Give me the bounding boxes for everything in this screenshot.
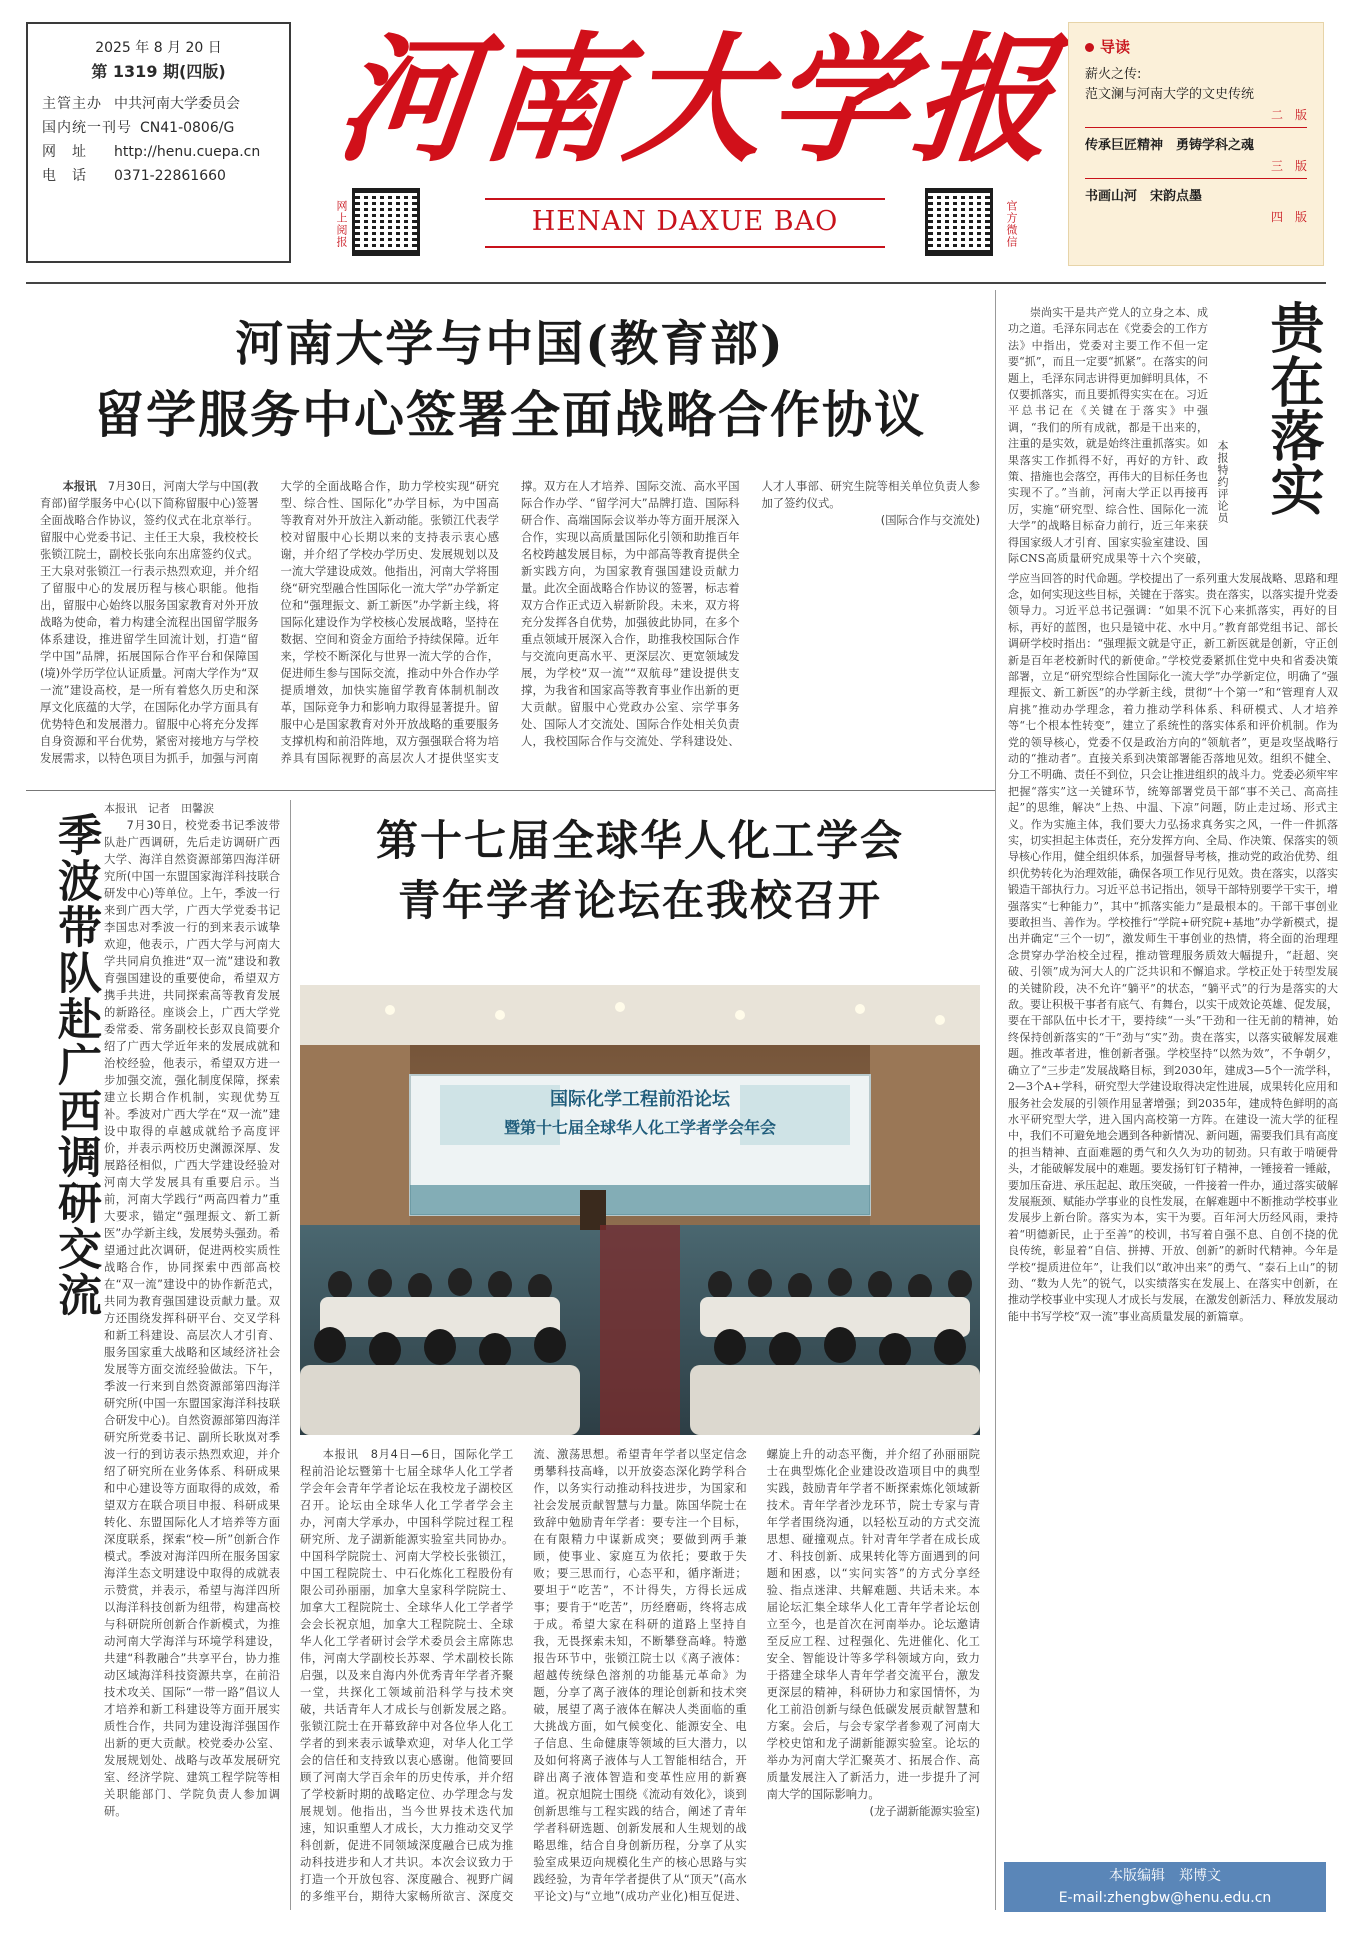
story1-divider bbox=[26, 790, 996, 791]
commentary-byline: 本报特约评论员 bbox=[1216, 440, 1229, 524]
guide-divider bbox=[1085, 127, 1307, 128]
story3-credit: (龙子湖新能源实验室) bbox=[869, 1805, 980, 1818]
story1-headline-line1: 河南大学与中国(教育部) bbox=[235, 316, 785, 372]
story3-body: 本报讯 8月4日—6日，国际化学工程前沿论坛暨第十七届全球华人化工学者学会年会青年学者论坛在我校龙子湖校区召开。论坛由全球华人化工学者学会主办，河南大学承办，中国科学院过程工程研究所、龙子湖新能源实验室共同协办。中国科学院院士、河南大学校长张锁江，中国工程院院士、中石化炼化工程股份有限公司孙丽丽，加拿大皇家科学院院士、加拿大工程院院士、全球华人化工学者学会会长祝京旭，加拿大工程院院士、全球华人化工学者研讨会学术委员会主席陈忠伟，河南大学副校长苏翠、学术副校长陈启强，以及来自海内外优秀青年学者齐聚一堂，共探化工领域前沿科学与技术突破，共话青年人才成长与创新发展之路。张锁江院士在开幕致辞中对各位华人化工学者的到来表示诚挚欢迎，对华人化工学会的信任和支持致以衷心感谢。他简要回顾了河南大学百余年的历史传承，并介绍了学校新时期的战略定位、办学理念与发展规划。他指出，当今世界技术迭代加速，知识重塑人才成长，大力推动交叉学科创新，促进不同领域深度融合已成为推动科技进步和人才共识。本次会议致力于打造一个开放包容、深度融合、视野广阔的多维平台，期待大家畅所欲言、深度交流、激荡思想。希望青年学者以坚定信念勇攀科技高峰，以开放姿态深化跨学科合作，以务实行动推动科技进步，为国家和社会发展贡献智慧与力量。陈国华院士在致辞中勉励青年学者：要专注一个目标，在有限精力中谋新成突；要做到两手兼顾，使事业、家庭互为依托；要敢于失败；要三思而行，心态平和，循序渐进；要坦于“吃苦”，不计得失，方得长远成事；要肯于“吃苦”，历经磨砺，终将志成于成。希望大家在科研的道路上坚持自我，无畏探索未知，不断攀登高峰。特邀报告环节中，张锁江院士以《离子液体：超越传统绿色溶剂的功能基元革命》为题，分享了离子液体的理论创新和技术突破，展望了离子液体在解决人类面临的重大挑战方面，如气候变化、能源安全、电子信息、生命健康等领域的巨大潜力，以及如何将离子液体与人工智能相结合，开辟出离子液体智造和变革性应用的新赛道。祝京旭院士围绕《流动有效化》，谈到创新思维与工程实践的结合，阐述了青年学者科研选题、创新发展和人生规划的战略思维，结合自身创新历程，分享了从实验室成果迈向规模化生产的核心思路与实践经验，为青年学者提供了从“顶天”(高水平论文)与“立地”(成功产业化)相互促进、螺旋上升的动态平衡，并介绍了孙丽丽院士在典型炼化企业建设改造项目中的典型实践，鼓励青年学者不断探索炼化领域新技术。青年学者沙龙环节，院士专家与青年学者围绕沟通，以轻松互动的方式交流思想、碰撞观点。针对青年学者在成长成才、科技创新、成果转化等方面遇到的问题和困惑，以“实问实答”的方式分享经验、指点迷津、共解难题、共话未来。本届论坛汇集全球华人化工青年学者论坛创立至今，也是首次在河南举办。论坛邀请至反应工程、过程强化、先进催化、化工安全、智能设计等多学科领域方向，致力于搭建全球华人青年学者交流平台，激发更深层的精神，科研协力和家国情怀，为化工前沿创新与绿色低碳发展贡献智慧和方案。会后，与会专家学者参观了河南大学校史馆和龙子湖新能源实验室。论坛的举办为河南大学汇聚英才、拓展合作、高质量发展注入了新活力，进一步提升了河南大学的国际影响力。 (龙子湖新能源实验室) bbox=[300, 1448, 980, 1903]
story1-body: 本报讯 7月30日，河南大学与中国(教育部)留学服务中心(以下简称留服中心)签署全面战略合作协议，签约仪式在北京举行。留服中心党委书记、主任王大泉，我校校长张锁江院士，副校长张向东出席签约仪式。王大泉对张锁江一行表示热烈欢迎，并介绍了留服中心的发展历程与核心职能。他指出，留服中心始终以服务国家教育对外开放战略为使命，着力构建全流程出国留学服务体系建设，推进留学生回流计划，打造“留学中国”品牌，拓展国际合作平台和保障国(境)外学历学位认证质量。河南大学作为“双一流”建设高校，是一所有着悠久历史和深厚文化底蕴的大学，在国际化办学方面具有优势特色和发展潜力。留服中心将充分发挥自身资源和平台优势，紧密对接地方与学校发展需求，以特色项目为抓手，加强与河南大学的全面战略合作，助力学校实现“研究型、综合性、国际化”办学目标，为中国高等教育对外开放注入新动能。张锁江代表学校对留服中心长期以来的支持表示衷心感谢，并介绍了学校办学历史、发展规划以及一流大学建设成效。他指出，河南大学将围绕“研究型融合性国际化一流大学”办学新定位和“强理振文、新工新医”办学新主线，将国际化建设作为学校核心发展战略，坚持在数据、空间和资金方面给予持续保障。近年来，学校不断深化与世界一流大学的合作，促进师生参与国际交流，推动中外合作办学提质增效，加快实施留学教育体制机制改革，国际竞争力和影响力取得显著提升。留服中心是国家教育对外开放战略的重要服务支撑机构和前沿阵地，双方强强联合将为培养具有国际视野的高层次人才提供坚实支撑。双方在人才培养、国际交流、高水平国际合作办学、“留学河大”品牌打造、国际科研合作、高端国际会议举办等方面开展深入合作，实现以高质量国际化引领和助推百年名校跨越发展目标，为中部高等教育提供全新实践方向，为国家教育强国建设贡献力量。此次全面战略合作协议的签署，标志着双方合作正式迈入崭新阶段。未来，双方将充分发挥各自优势，加强彼此协同，在多个重点领域开展深入合作，助推我校国际合作与交流向更高水平、更深层次、更宽领域发展，为学校“双一流”“双航母”建设提供支撑，为我省和国家高等教育事业作出新的更大贡献。留服中心党政办公室、宗学事务处、国际人才交流处、国际合作处相关负责人，我校国际合作与交流处、学科建设处、人才人事部、研究生院等相关单位负责人参加了签约仪式。 (国际合作与交流处) bbox=[40, 480, 980, 765]
pinyin-rule-top bbox=[485, 198, 885, 200]
story2-body-top: 本报讯 记者 田馨涙 7月30日，校党委书记季波带队赴广西调研，先后走访调研广西大学、海洋自然资源部第四海洋研究所(中国一东盟国家海洋科技联合研发中心)等单位。上午，季波一行来到广西大学，广西大学党委书记李国忠对季波一行的到来表示诚挚欢迎，他表示，广西大学与河南大学共同肩负推进“双一流”建设和教育强国建设的重要使命，希望双方携手共进，共同探索高等教育发展的新路径。座谈会上，广西大学党委常委、常务副校长彭双良简要介绍了广西大学近年来的发展成就和治校经验，他表示，希望双方进一步加强交流，强化制度保障，探索建立长期合作机制，实现优势互补。季波对广西大学在“双一流”建设中取得的卓越成就给予高度评价，并表示两校历史渊源深厚、发展路径相似，广西大学建设经验对河南大学发展具有重要启示。当前，河南大学践行“两高四着力”重大要求，锚定“强理振文、新工新医”办学新主线，发展势头强劲。希望通过此次调研，促进两校实质性战略合作，协同探索中西部高校在“双一流”建设中的协作新范式，共同为教育强国建设贡献力量。双方还围绕发挥科研平台、交叉学科和新工科建设、高层次人才引育、服务国家重大战略和区域经济社会发展等方面交流经验做法。下午，季波一行来到自然资源部第四海洋研究所(中国一东盟国家海洋科技联合研发中心)。自然资源部第四海洋研究所党委书记、副所长耿岚对季波一行的到访表示热烈欢迎，并介绍了研究所在业务体系、科研成果和中心建设等方面取得的成效，希望双方在联合项目申报、科研成果转化、东盟国际化人才培养等方面深度联系，探索“校—所”创新合作模式。季波对海洋四所在服务国家海洋生态文明建设中取得的成就表示赞赏，并表示，希望与海洋四所以海洋科技创新为纽带，构建高校与科研院所创新合作新模式，为推动河南大学海洋与环境学科建设，共建“科教融合”共享平台，协力推动区域海洋科技资源共享，在前沿技术攻关、国际“一带一路”倡议人才培养和新工科建设等方面开展实质性合作，共同为建设海洋强国作出新的更大贡献。校党委办公室、发展规划处、战略与改革发展研究室、经济学院、建筑工程学院等相关职能部门、学院负责人参加调研。 bbox=[104, 802, 280, 1818]
qr-code-wechat-icon[interactable] bbox=[925, 188, 993, 256]
guide-item-2-page: 三 版 bbox=[1270, 159, 1307, 173]
commentary-body-intro: 崇尚实干是共产党人的立身之本、成功之道。毛泽东同志在《党委会的工作方法》中指出，党委对主要工作不但一定要“抓”，而且一定要“抓紧”。在落实的问题上，毛泽东同志讲得更加鲜明具体，不仅要抓落实，而且要抓得实实在在。习近平总书记在《关键在于落实》中强调，“我们的所有成就，都是干出来的，注重的是实效，就是始终注重抓落实。如果落实工作抓得不好，再好的方针、政策、措施也会落空，再伟大的目标任务也实现不了。”当前，河南大学正以再接再厉，实施“研究型、综合性、国际化一流大学”的战略目标奋力前行，近三年来获得国家级人才引育、国家实验室建设、国际CNS高质量研究成果等十六个突破， bbox=[1008, 306, 1208, 565]
story3-headline-line2: 青年学者论坛在我校召开 bbox=[397, 876, 882, 925]
masthead-divider bbox=[26, 282, 1326, 284]
editor-email[interactable]: E-mail:zhengbw@henu.edu.cn bbox=[1058, 1890, 1272, 1906]
commentary-divider bbox=[995, 290, 996, 1910]
guide-item-3-page: 四 版 bbox=[1270, 210, 1307, 224]
guide-item-1[interactable]: 薪火之传: 范文澜与河南大学的文史传统 bbox=[1085, 67, 1255, 102]
photo-banner-line2: 暨第十七届全球华人化工学者学会年会 bbox=[503, 1118, 777, 1137]
qr-label-wechat: 官方微信 bbox=[1005, 200, 1018, 248]
story2-column-divider bbox=[290, 800, 291, 1910]
info-row-publisher: 主管主办 中共河南大学委员会 bbox=[42, 96, 240, 112]
story3-headline-line1: 第十七届全球华人化工学会 bbox=[375, 816, 904, 865]
issue-date: 2025 年 8 月 20 日 bbox=[95, 40, 222, 56]
commentary-body: 学应当回答的时代命题。学校提出了一系列重大发展战略、思路和理念，如何实现这些目标，关键在于落实。贵在落实，以落实提升党委领导力。习近平总书记强调：“如果不沉下心来抓落实，再好的目标，再好的蓝图，也只是镜中花、水中月。”教育部党组书记、部长调研学校时指出：“强理振文就是守正，新工新医就是创新，守正创新是百年老校新时代的新使命。”学校党委紧抓住党中央和省委决策部署，立足“研究型综合性国际化一流大学”办学新定位，明确了“强理振文、新工新医”的办学新主线，贯彻“十个第一”和“管理育人双肩挑”推动办学理念，着力推动学科体系、科研模式、人才培养等“七个根本性转变”，建立了系统性的落实体系和评价机制。作为党的领导核心，党委不仅是政治方向的“领航者”，更是攻坚战略行动的“推动者”。直接关系到决策部署能否落地见效。组织不健全、分工不明确、责任不到位，只会让推进组织的战斗力。党委必须牢牢把握“落实”这一关键环节，统筹部署党员干部“事不关己、高高挂起”的思维，解决“上热、中温、下凉”问题，防止走过场、形式主义。作为实施主体，我们要大力弘扬求真务实之风，一件一件抓落实，切实担起主体责任，充分发挥方向、全局、作决策、保落实的领导核心作用，健全组织体系，加强督导考核，推动党的政治优势、组织优势转化为治理效能，确保各项工作见行见效。贵在落实，以落实锻造干部执行力。习近平总书记指出，领导干部特别要学干实干，增强落实“七种能力”，其中“抓落实能力”是最根本的。干部干事创业要敢担当、善作为。学校推行“学院+研究院+基地”办学新模式，提出并确定“三个一切”，激发师生干事创业的热情，将全面的治理理念贯穿办学治校全过程，推动管理服务质效大幅提升，“赶超、突破、引领”成为河大人的广泛共识和不懈追求。学校正处于转型发展的关键阶段，决不允许“躺平”的状态，“躺平式”的行为是落实的大敌。要让积极干事者有底气、有舞台，以实干成效论英雄、促发展，要在干部队伍中长才干，要持续“一头”干劲和一往无前的精神，始终保持创新落实的“干”劲与“实”劲。贵在落实，以落实破解发展难题。推改革者进，惟创新者强。学校坚持“以然为效”，不争朝夕，确立了“三步走”发展战略目标，到2030年，建成3—5个一流学科，2—3个A+学科，研究型大学建设取得决定性进展，成果转化应用和服务社会发展的引领作用显著增强；到2035年，建成特色鲜明的高水平研究型大学，进入国内高校第一方阵。在建设一流大学的征程中，我们不可避免地会遇到各种新情况、新问题，需要我们具有高度的担当精神、直面难题的勇气和久久为功的韧劲。只有敢于啃硬骨头，才能破解发展中的难题。要发扬钉钉子精神，一锤接着一锤敲，要加压奋进、承压起起、敢压突破，一件接着一件办，通过落实破解发展瓶颈、赋能办学事业的良性发展，在解难题中不断推动学校事业发展步上新台阶。落实为本，实干为要。百年河大历经风雨，秉持着“明德新民，止于至善”的校训，书写着自强不息、自创不挠的优良传统，彰显着“自信、拼搏、开放、创新”的新时代精神。今年是学校“提质进位年”，让我们以“敢冲出来”的勇气、“泰石上山”的韧劲、“数为人先”的锐气，以实绩落实在发展上、在落实中创新，在推动学校事业中实现人才成长与发展，在激发创新活力、释放发展动能中书写学校“双一流”事业高质量发展的新篇章。 bbox=[1008, 571, 1338, 1323]
story1-headline-line2: 留学服务中心签署全面战略合作协议 bbox=[94, 385, 926, 444]
bullet-icon bbox=[1085, 43, 1094, 52]
guide-item-3[interactable]: 书画山河 宋韵点墨 bbox=[1085, 189, 1203, 204]
photo-banner-line1: 国际化学工程前沿论坛 bbox=[550, 1089, 730, 1110]
guide-item-2[interactable]: 传承巨匠精神 勇铸学科之魂 bbox=[1085, 138, 1255, 153]
guide-box bbox=[1068, 22, 1324, 266]
guide-divider bbox=[1085, 178, 1307, 179]
issue-number: 第 1319 期(四版) bbox=[91, 62, 226, 81]
story1-credit: (国际合作与交流处) bbox=[880, 514, 980, 527]
editor-name: 本版编辑 郑博文 bbox=[1109, 1868, 1221, 1884]
info-row-website: 网 址 http://henu.cuepa.cn bbox=[42, 140, 275, 164]
masthead-info-box bbox=[26, 22, 291, 263]
info-row-issn: 国内统一刊号 CN41-0806/G bbox=[42, 120, 235, 136]
newspaper-pinyin-title: HENAN DAXUE BAO bbox=[531, 206, 839, 237]
info-row-phone: 电 话 0371-22861660 bbox=[42, 168, 226, 184]
guide-item-1-page: 二 版 bbox=[1270, 108, 1307, 122]
qr-label-web: 网上阅报 bbox=[335, 200, 348, 248]
qr-code-web-icon[interactable] bbox=[352, 188, 420, 256]
conference-photo bbox=[300, 985, 980, 1435]
newspaper-logo: 河南大学报 bbox=[329, 18, 1067, 181]
commentary-headline: 贵在落实 bbox=[1262, 300, 1326, 516]
story2-byline: 本报讯 记者 田馨涙 bbox=[104, 802, 214, 815]
website-link[interactable]: http://henu.cuepa.cn bbox=[114, 144, 261, 160]
story2-headline: 季波带队赴广西调研交流 bbox=[50, 812, 101, 1318]
guide-heading: 导读 bbox=[1085, 37, 1307, 57]
pinyin-rule-bottom bbox=[485, 246, 885, 248]
editor-box bbox=[1004, 1862, 1326, 1912]
